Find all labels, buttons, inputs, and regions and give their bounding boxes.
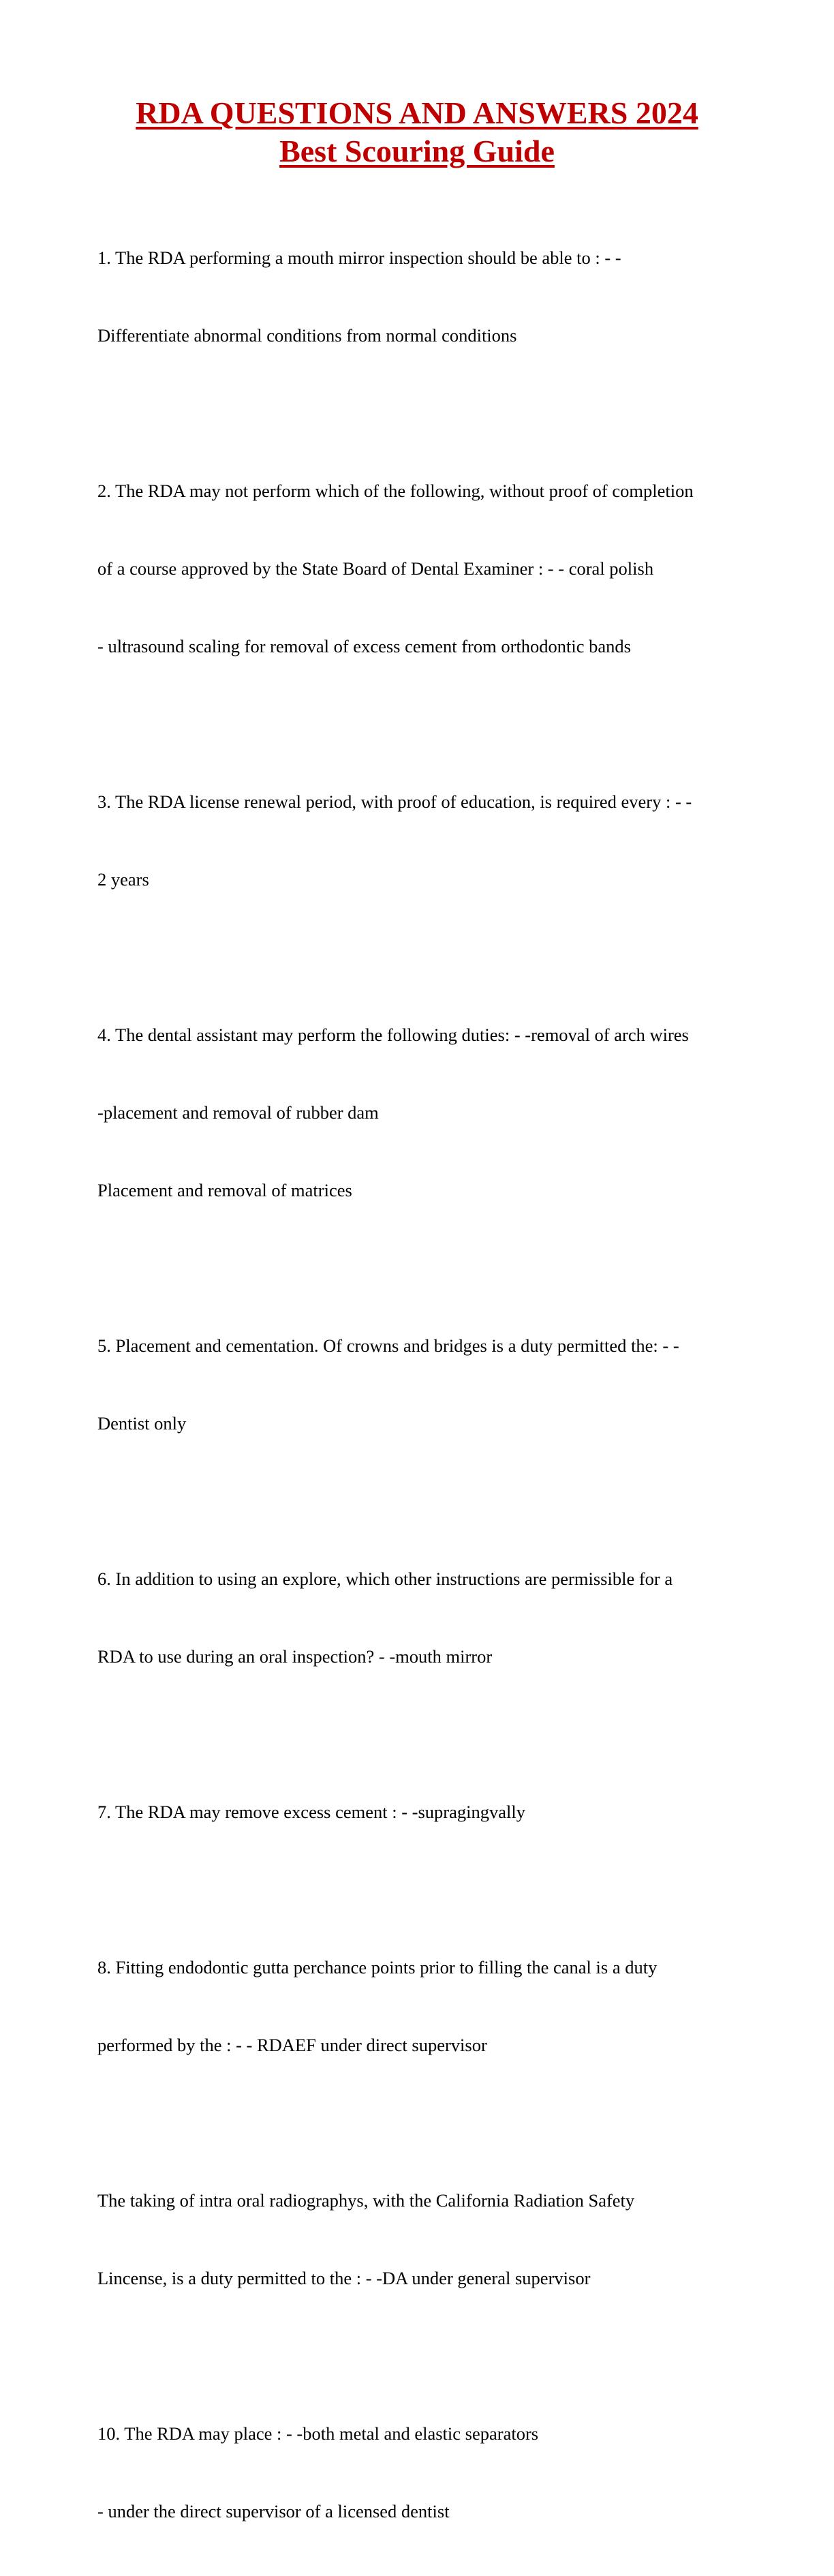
page-title-line-1: RDA QUESTIONS AND ANSWERS 2024 (136, 95, 698, 130)
qa-line: Differentiate abnormal conditions from normal conditions (97, 325, 517, 346)
qa-item-8 (97, 1903, 728, 2110)
qa-line: 7. The RDA may remove excess cement : - -supragingvally (97, 1802, 525, 1822)
qa-line: performed by the : - - RDAEF under direct supervisor (97, 2035, 487, 2055)
qa-line: - under the direct supervisor of a licensed dentist (97, 2501, 450, 2521)
qa-line: 2. The RDA may not perform which of the following, without proof of completion (97, 481, 694, 501)
qa-line: Placement and removal of matrices (97, 1180, 352, 1200)
qa-line: 4. The dental assistant may perform the following duties: - -removal of arch wires (97, 1025, 689, 1045)
qa-item-2 (97, 426, 728, 711)
qa-line: 1. The RDA performing a mouth mirror inspection should be able to : - - (97, 247, 621, 268)
qa-list (97, 193, 728, 2576)
qa-line: 2 years (97, 869, 149, 890)
qa-item-9 (97, 2136, 728, 2343)
page-title-line-1-row (0, 94, 834, 132)
qa-line: RDA to use during an oral inspection? - -mouth mirror (97, 1646, 493, 1667)
page-title (0, 94, 834, 170)
qa-line: The taking of intra oral radiographys, with the California Radiation Safety (97, 2190, 635, 2211)
qa-item-10 (97, 2369, 728, 2576)
qa-line: Lincense, is a duty permitted to the : - -DA under general supervisor (97, 2268, 591, 2288)
qa-line: - ultrasound scaling for removal of excess cement from orthodontic bands (97, 636, 631, 656)
qa-item-5 (97, 1281, 728, 1488)
page-title-line-2-row (0, 132, 834, 170)
qa-line: 3. The RDA license renewal period, with proof of education, is required every : - - (97, 791, 692, 812)
page-title-line-2: Best Scouring Guide (279, 134, 555, 168)
qa-item-3 (97, 737, 728, 944)
qa-line: 6. In addition to using an explore, which other instructions are permissible for a (97, 1569, 673, 1589)
qa-item-6 (97, 1514, 728, 1721)
qa-line: -placement and removal of rubber dam (97, 1102, 379, 1123)
qa-line: of a course approved by the State Board of Dental Examiner : - - coral polish (97, 558, 654, 579)
qa-line: 5. Placement and cementation. Of crowns and bridges is a duty permitted the: - - (97, 1335, 679, 1356)
qa-item-4 (97, 970, 728, 1255)
qa-line: Dentist only (97, 1413, 187, 1434)
qa-item-1 (97, 193, 728, 400)
qa-line: 8. Fitting endodontic gutta perchance points prior to filling the canal is a duty (97, 1957, 658, 1978)
qa-line: 10. The RDA may place : - -both metal and elastic separators (97, 2423, 539, 2444)
qa-item-7 (97, 1747, 728, 1877)
